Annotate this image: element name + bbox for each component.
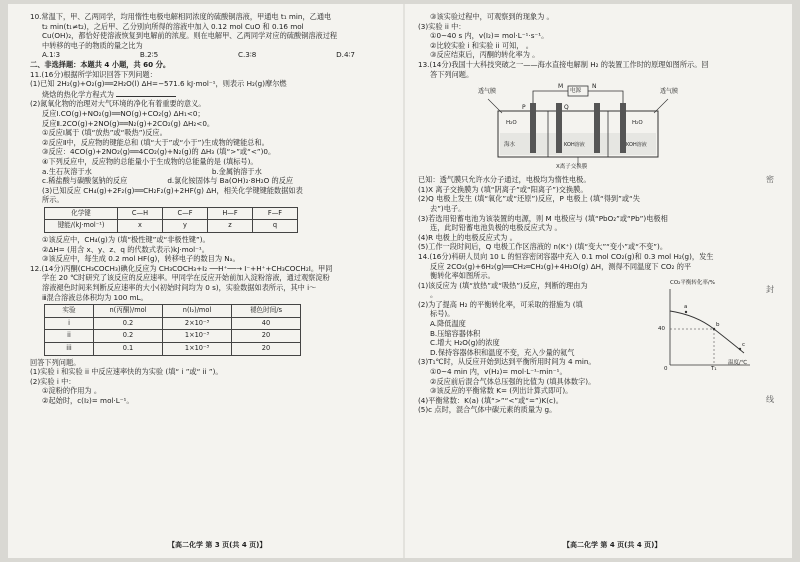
q14-option: B.压缩容器体积	[430, 328, 481, 338]
electrode-m-label: M	[558, 83, 564, 91]
binding-mark: 密	[766, 175, 774, 184]
q13-line: 答下列问题。	[430, 69, 474, 79]
option-c: c.稀盐酸与碳酸氢钠的反应	[42, 176, 128, 186]
table-header: 化学键 C—H C—F H—F F—F	[45, 207, 298, 220]
q11-line: 反应Ⅰ.CO(g)+NO₂(g)══NO(g)+CO₂(g) ΔH₁<0；	[42, 108, 205, 118]
q14-line: (4)平衡常数：K(a) (填“>”“<”或“=”)K(c)。	[418, 395, 563, 405]
binding-mark: 封	[766, 285, 774, 294]
h2o-right-label: H₂O	[632, 120, 643, 127]
q14-line: (2)为了提高 H₂ 的平衡转化率，可采取的措施为 (填	[418, 299, 583, 309]
q11-line: ①反应Ⅰ属于 (填“放热”或“吸热”)反应。	[42, 128, 167, 138]
q11-options	[30, 176, 375, 186]
graph-origin: 0	[664, 365, 668, 372]
q14-line: (1)该反应为 (填“放热”或“吸热”)反应，判断的理由为	[418, 280, 588, 290]
q14-block	[418, 281, 758, 415]
page-footer-left: 【高二化学 第 3 页(共 4 页)】	[168, 541, 267, 549]
graph-ylabel: CO₂平衡转化率/%	[670, 279, 715, 286]
experiment-table	[44, 304, 301, 355]
q11-line: ③该反应中，每生成 0.2 mol HF(g)，转移电子的数目为 Nₐ。	[42, 254, 240, 264]
power-label: 电源	[570, 88, 582, 95]
h2o-left-label: H₂O	[506, 120, 517, 127]
point-c-label: c	[742, 341, 746, 348]
table-header: 实验 n(丙酮)/mol n(I₂)/mol 褪色时间/s	[45, 305, 301, 318]
electrode-q-label: Q	[564, 104, 569, 112]
q12-line: ①0~40 s 内，v(I₂)= mol·L⁻¹·s⁻¹。	[430, 31, 549, 41]
q14-line: (5)c 点时，混合气体中碳元素的质量为 g。	[418, 405, 557, 415]
q12-line: ⅲ混合溶液总体积均为 100 mL。	[42, 292, 148, 302]
q12-line: ②起始时，c(I₂)= mol·L⁻¹。	[42, 395, 134, 405]
table-row: iii 0.1 1×10⁻³ 20	[45, 343, 301, 356]
q14-line: 衡转化率如图所示。	[430, 271, 495, 281]
q11-line: ②反应Ⅱ中，反应物的键能总和 (填“大于”或“小于”)生成物的键能总和。	[42, 137, 269, 147]
binding-mark: 线	[766, 395, 774, 404]
seawater-label: 海水	[504, 142, 516, 149]
q13-line: 已知：透气膜只允许水分子通过，电极均为惰性电极。	[418, 175, 591, 185]
graph-tick-40: 40	[658, 325, 665, 332]
q14-line: 14.(16分)科研人员向 10 L 的恒容密闭容器中充入 0.1 mol CO₂(g)和 0.3 mol H₂(g)，发生	[418, 251, 714, 261]
electrolysis-diagram	[478, 81, 678, 173]
page-footer-right: 【高二化学 第 4 页(共 4 页)】	[563, 541, 662, 549]
q11-line: ③反应：4CO(g)+2NO₂(g)══4CO₂(g)+N₂(g)的 ΔH₃ (填“>”或“<”)0。	[42, 147, 276, 157]
q11-line: (2)氮氧化物的治理对大气环境的净化有着重要的意义。	[30, 99, 206, 109]
q14-line: 标号)。	[430, 309, 455, 319]
q11-line: ①该反应中，CH₄(g)为 (填“极性键”或“非极性键”)。	[42, 235, 210, 245]
section-heading: 二、非选择题：本题共 4 小题，共 60 分。	[30, 59, 171, 69]
q14-line: 。	[430, 290, 438, 300]
option-d: D.4∶7	[336, 50, 355, 60]
table-row: i 0.2 2×10⁻³ 40	[45, 317, 301, 330]
q12-line: 12.(14分)丙酮(CH₃COCH₃)碘化反应为 CH₃COCH₃+I₂ ──H⁺──→ I⁻+H⁺+CH₃COCH₂I。甲同	[30, 263, 333, 273]
q13-line: (2)Q 电极上发生 (填“氧化”或“还原”)反应，P 电极上 (填“得到”或“失	[418, 194, 640, 204]
option-c: C.3∶8	[237, 50, 257, 60]
q10-options	[30, 50, 375, 60]
left-membrane-label: 透气膜	[478, 88, 497, 96]
membrane-label: X离子交换膜	[556, 164, 588, 171]
right-page	[418, 12, 758, 415]
left-page	[30, 12, 375, 406]
q12-line: ③反应结束后，丙酮的转化率为 。	[430, 50, 540, 60]
option-d: d.氯化铵固体与 Ba(OH)₂·8H₂O 的反应	[167, 176, 294, 186]
q11-line: 所示。	[42, 195, 64, 205]
q12-line: 回答下列问题。	[30, 357, 81, 367]
q11-line: 烧焓的热化学方程式为	[30, 89, 375, 100]
koh-label-2: KOH溶液	[626, 142, 647, 149]
q12-line: ②比较实验 i 和实验 ii 可知， 。	[430, 40, 533, 50]
q11-line: (1)已知 2H₂(g)+O₂(g)══2H₂O(l) ΔH=−571.6 kJ·mol⁻¹，则表示 H₂(g)摩尔燃	[30, 79, 287, 89]
q10-line: t₂ min(t₁≠t₂)，之后甲、乙分别向所得的溶液中加入 0.12 mol CuO 和 0.16 mol	[42, 21, 304, 31]
q12-line: (2)实验 i 中：	[30, 376, 76, 386]
graph-xlabel: 温度/℃	[728, 359, 748, 366]
q14-line: ②反应前后混合气体总压强的比值为 (填具体数字)。	[430, 376, 596, 386]
q14-line: ③该反应的平衡常数 K= (列出计算式即可)。	[430, 386, 573, 396]
q13-line: (4)R 电极上的电极反应式为 。	[418, 232, 517, 242]
q13-line: (1)X 离子交换膜为 (填“阴离子”或“阳离子”)交换膜。	[418, 184, 588, 194]
option-a: A.1∶3	[42, 50, 61, 60]
q14-line: ①0~4 min 内，v(H₂)= mol·L⁻¹·min⁻¹。	[430, 367, 567, 377]
q11-line: (3)已知反应 CH₄(g)+2F₂(g)══CH₂F₂(g)+2HF(g) ΔH，相关化学键键能数据如表	[42, 185, 303, 195]
q14-option: D.保持容器体积和温度不变，充入少量的氦气	[430, 347, 575, 357]
page-fold	[403, 4, 405, 558]
q11-line: 反应Ⅱ.2CO(g)+2NO(g)══N₂(g)+2CO₂(g) ΔH₂<0。	[42, 118, 215, 128]
point-b-label: b	[716, 321, 720, 328]
q13-line: 13.(14分)我国十大科技突破之一——海水直接电解制 H₂ 的装置工作时的原理如图所示。回	[418, 59, 709, 69]
q14-option: C.增大 H₂O(g)的浓度	[430, 338, 500, 348]
q13-line: (5)工作一段时间后，Q 电极工作区溶液的 n(K⁺) (填“变大”“变小”或“不变”)。	[418, 242, 668, 252]
bond-energy-table	[44, 207, 298, 233]
q13-line: (3)若选用铅蓄电池为该装置的电源，则 M 电极应与 (填“PbO₂”或“Pb”)电极相	[418, 213, 668, 223]
q11-line: ②ΔH= (用含 x、y、z、q 的代数式表示)kJ·mol⁻¹。	[42, 244, 209, 254]
q12-line: ①淀粉的作用为 。	[42, 386, 102, 396]
q14-line: 反应 2CO₂(g)+6H₂(g)══CH₂═CH₂(g)+4H₂O(g) ΔH，测得不同温度下 CO₂ 的平	[430, 261, 692, 271]
q12-line: 溶液褪色时间来判断反应速率的大小(初始时间均为 0 s)，实验数据如表所示，其中 i～	[42, 283, 317, 293]
q13-line: 连，此时铅蓄电池负极的电极反应式为 。	[430, 223, 562, 233]
q12-line: ③该实验过程中，可观察到的现象为 。	[430, 12, 554, 21]
electrode-p-label: P	[522, 104, 526, 112]
option-b: B.2∶5	[139, 50, 159, 60]
q13-line: 去”)电子。	[430, 203, 466, 213]
option-b: b.金属钠溶于水	[211, 166, 262, 176]
graph-t1-label: T₁	[711, 365, 717, 372]
q12-line: (1)实验 i 和实验 ii 中反应速率快的为实验 (填“ i ”或“ ii ”)。	[30, 367, 223, 377]
koh-label-1: KOH溶液	[564, 142, 585, 149]
q14-line: (3)T₁℃时，从反应开始到达到平衡所用时间为 4 min。	[418, 357, 596, 367]
q11-line: ④下列反应中，反应物的总能量小于生成物的总能量的是 (填标号)。	[42, 156, 258, 166]
option-a: a.生石灰溶于水	[42, 166, 92, 176]
exam-sheet	[8, 4, 792, 558]
q14-option: A.降低温度	[430, 319, 466, 329]
point-a-label: a	[684, 303, 688, 310]
q12-line: 学在 20 ℃时研究了该反应的反应速率。甲同学在反应开始前加入淀粉溶液，通过观察淀粉	[42, 273, 330, 283]
q11-line: 11.(16分)根据所学知识回答下列问题：	[30, 69, 157, 79]
electrode-n-label: N	[592, 83, 597, 91]
q10-line: 中转移的电子的物质的量之比为	[42, 40, 143, 50]
q10-line: 10.常温下，甲、乙两同学，均用惰性电极电解相同浓度的硫酸铜溶液，甲通电 t₁ min，乙通电	[30, 12, 332, 21]
q12-line: (3)实验 ii 中：	[418, 21, 466, 31]
conversion-graph	[656, 281, 754, 373]
right-membrane-label: 透气膜	[659, 88, 678, 96]
table-row: ii 0.2 1×10⁻³ 20	[45, 330, 301, 343]
q11-options	[30, 167, 375, 177]
table-row: 键能/(kJ·mol⁻¹) x y z q	[45, 220, 298, 233]
q10-line: Cu(OH)₂，都恰好使溶液恢复到电解前的浓度。则在电解甲、乙两同学对应的硫酸铜溶液过程	[42, 31, 338, 41]
